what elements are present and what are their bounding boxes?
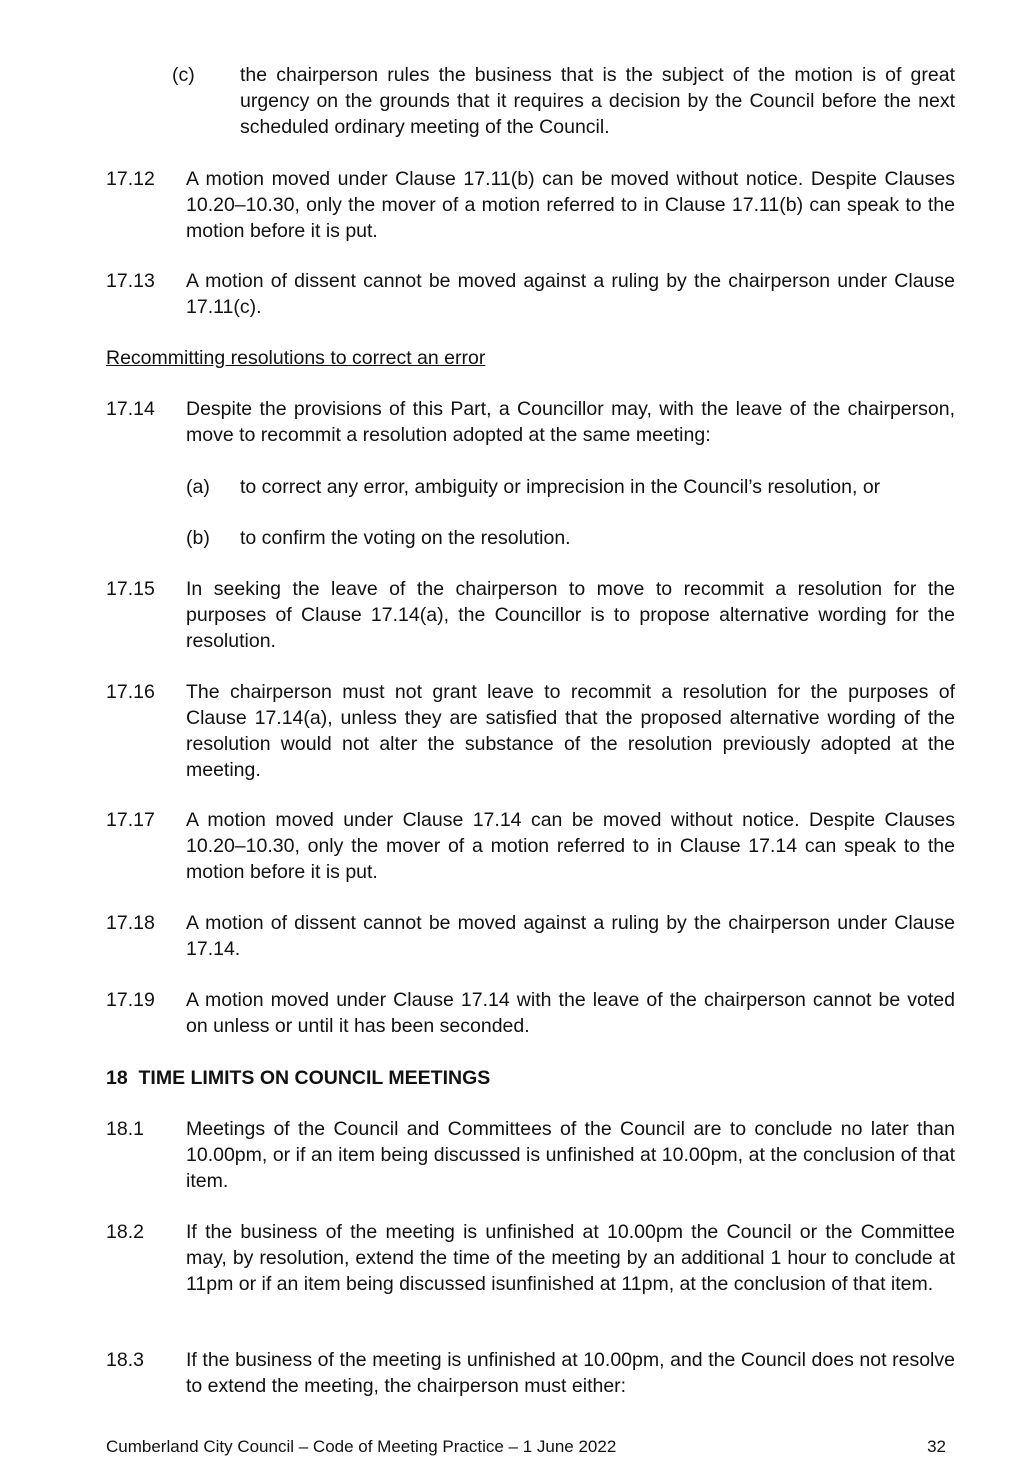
- item-text: to confirm the voting on the resolution.: [240, 527, 571, 549]
- clause-text: If the business of the meeting is unfinished at 10.00pm the Council or the Committee may, by resolution, extend the time of the meeting by an additional 1 hour to conclude at 11pm or if an item being discussed isunfinished at 11pm, at the conclusion of that item.: [186, 1221, 955, 1295]
- clause-number: 17.16: [106, 681, 155, 703]
- section-subheading: Recommitting resolutions to correct an error: [106, 347, 486, 369]
- list-item: [172, 474, 955, 500]
- clause-18-3: [106, 1347, 955, 1399]
- clause-text: A motion moved under Clause 17.11(b) can be moved without notice. Despite Clauses 10.20–10.30, only the mover of a motion referred to in Clause 17.11(b) can speak to the motion before it is put.: [186, 168, 955, 242]
- footer-text: Cumberland City Council – Code of Meeting Practice – 1 June 2022: [106, 1437, 617, 1456]
- item-label: (c): [172, 64, 195, 86]
- clause-17-12: [106, 166, 955, 244]
- list-item: [172, 525, 955, 551]
- section-heading: 18 TIME LIMITS ON COUNCIL MEETINGS: [106, 1067, 491, 1089]
- clause-text: A motion moved under Clause 17.14 can be moved without notice. Despite Clauses 10.20–10.30, only the mover of a motion referred to in Clause 17.14 can speak to the motion before it is put.: [186, 809, 955, 883]
- clause-number: 18.1: [106, 1118, 144, 1140]
- clause-17-16: [106, 679, 955, 783]
- clause-text: The chairperson must not grant leave to recommit a resolution for the purposes of Clause 17.14(a), unless they are satisfied that the proposed alternative wording of the resolution would not alter the substance of the resolution previously adopted at the meeting.: [186, 681, 955, 781]
- clause-text: A motion moved under Clause 17.14 with the leave of the chairperson cannot be voted on unless or until it has been seconded.: [186, 989, 955, 1037]
- clause-text: A motion of dissent cannot be moved against a ruling by the chairperson under Clause 17.14.: [186, 912, 955, 960]
- clause-18-2: [106, 1219, 955, 1297]
- clause-17-15: [106, 576, 955, 654]
- list-item: [172, 62, 955, 140]
- clause-number: 17.12: [106, 168, 155, 190]
- clause-text: If the business of the meeting is unfinished at 10.00pm, and the Council does not resolve to extend the meeting, the chairperson must either:: [186, 1349, 955, 1397]
- page-footer: [106, 1434, 946, 1460]
- clause-number: 17.18: [106, 912, 155, 934]
- clause-number: 18.2: [106, 1221, 144, 1243]
- item-label: (a): [186, 476, 210, 498]
- clause-text: In seeking the leave of the chairperson to move to recommit a resolution for the purposes of Clause 17.14(a), the Councillor is to propose alternative wording for the resolution.: [186, 578, 955, 652]
- clause-text: Despite the provisions of this Part, a Councillor may, with the leave of the chairperson, move to recommit a resolution adopted at the same meeting:: [186, 398, 955, 446]
- clause-17-18: [106, 910, 955, 962]
- clause-17-13: [106, 268, 955, 320]
- clause-number: 17.14: [106, 398, 155, 420]
- clause-number: 17.17: [106, 809, 155, 831]
- clause-18-1: [106, 1116, 955, 1194]
- clause-number: 17.19: [106, 989, 155, 1011]
- item-text: the chairperson rules the business that is the subject of the motion is of great urgency on the grounds that it requires a decision by the Council before the next scheduled ordinary meeting of the Council.: [240, 64, 955, 138]
- clause-number: 18.3: [106, 1349, 144, 1371]
- clause-17-19: [106, 987, 955, 1039]
- clause-text: A motion of dissent cannot be moved against a ruling by the chairperson under Clause 17.11(c).: [186, 270, 955, 318]
- clause-number: 17.13: [106, 270, 155, 292]
- clause-number: 17.15: [106, 578, 155, 600]
- page-number: 32: [927, 1437, 946, 1456]
- clause-17-17: [106, 807, 955, 885]
- clause-17-14: [106, 396, 955, 448]
- item-text: to correct any error, ambiguity or imprecision in the Council’s resolution, or: [240, 476, 881, 498]
- clause-text: Meetings of the Council and Committees of the Council are to conclude no later than 10.00pm, or if an item being discussed is unfinished at 10.00pm, at the conclusion of that item.: [186, 1118, 955, 1192]
- item-label: (b): [186, 527, 210, 549]
